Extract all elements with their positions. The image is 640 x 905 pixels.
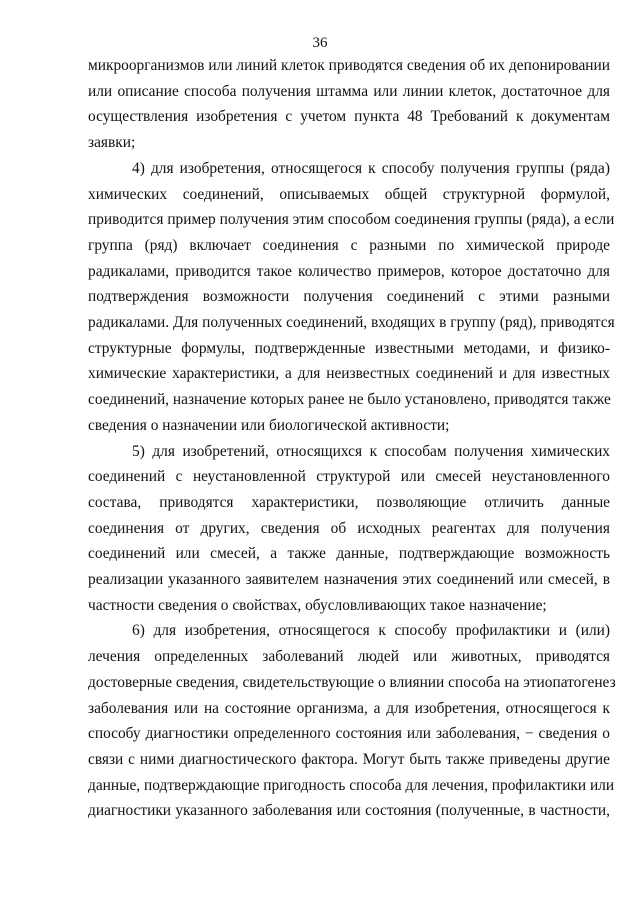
text-line: достоверные сведения, свидетельствующие о влиянии способа на этиопатогенез: [88, 673, 616, 691]
paragraph-intro-continuation: [88, 53, 610, 156]
document-body: [88, 53, 616, 824]
text-line: соединений, назначение которых ранее не было установлено, приводятся также: [88, 391, 611, 409]
text-line: или описание способа получения штамма или линии клеток, достаточное для: [88, 82, 610, 100]
text-line: соединений или смесей, а также данные, подтверждающие возможность: [88, 545, 610, 563]
text-line: 5) для изобретений, относящихся к способам получения химических: [132, 442, 610, 460]
text-line: структурные формулы, подтвержденные известными методами, и физико-: [88, 339, 610, 357]
text-line: лечения определенных заболеваний людей или животных, приводятся: [88, 648, 610, 666]
text-line: 4) для изобретения, относящегося к способу получения группы (ряда): [132, 159, 610, 177]
paragraph-item-6: [88, 618, 616, 824]
text-line: микроорганизмов или линий клеток приводятся сведения об их депонировании: [88, 57, 610, 74]
text-line: реализации указанного заявителем назначения этих соединений или смесей, в: [88, 571, 610, 589]
text-line: данные, подтверждающие пригодность способа для лечения, профилактики или: [88, 776, 615, 794]
text-line: связи с ними диагностического фактора. Могут быть также приведены другие: [88, 750, 610, 768]
text-line: осуществления изобретения с учетом пункта 48 Требований к документам: [88, 108, 610, 126]
text-line: подтверждения возможности получения соединений с этими разными: [88, 288, 610, 306]
text-line: радикалами, приводится такое количество примеров, которое достаточно для: [88, 262, 610, 280]
text-line: соединений с неустановленной структурой или смесей неустановленного: [88, 468, 610, 486]
text-line: химические характеристики, а для неизвестных соединений и для известных: [88, 365, 610, 383]
text-line: химических соединений, описываемых общей структурной формулой,: [88, 185, 610, 203]
text-line: состава, приводятся характеристики, позволяющие отличить данные: [88, 493, 610, 511]
text-line: радикалами. Для полученных соединений, входящих в группу (ряд), приводятся: [88, 314, 615, 332]
paragraph-item-5: [88, 439, 610, 619]
text-line: частности сведения о свойствах, обусловливающих такое назначение;: [88, 596, 547, 614]
text-line: диагностики указанного заболевания или состояния (полученные, в частности,: [88, 802, 610, 820]
text-line: 6) для изобретения, относящегося к способу профилактики и (или): [132, 622, 610, 640]
text-line: группа (ряд) включает соединения с разными по химической природе: [88, 236, 610, 254]
text-line: сведения о назначении или биологической активности;: [88, 416, 450, 434]
text-line: соединения от других, сведения об исходных реагентах для получения: [88, 519, 610, 537]
text-line: способу диагностики определенного состояния или заболевания, − сведения о: [88, 725, 610, 743]
page-number: 36: [312, 35, 328, 51]
text-line: заболевания или на состояние организма, а для изобретения, относящегося к: [88, 699, 610, 717]
paragraph-item-4: [88, 156, 615, 439]
text-line: приводится пример получения этим способом соединения группы (ряда), а если: [88, 211, 615, 229]
text-line: заявки;: [88, 134, 136, 152]
